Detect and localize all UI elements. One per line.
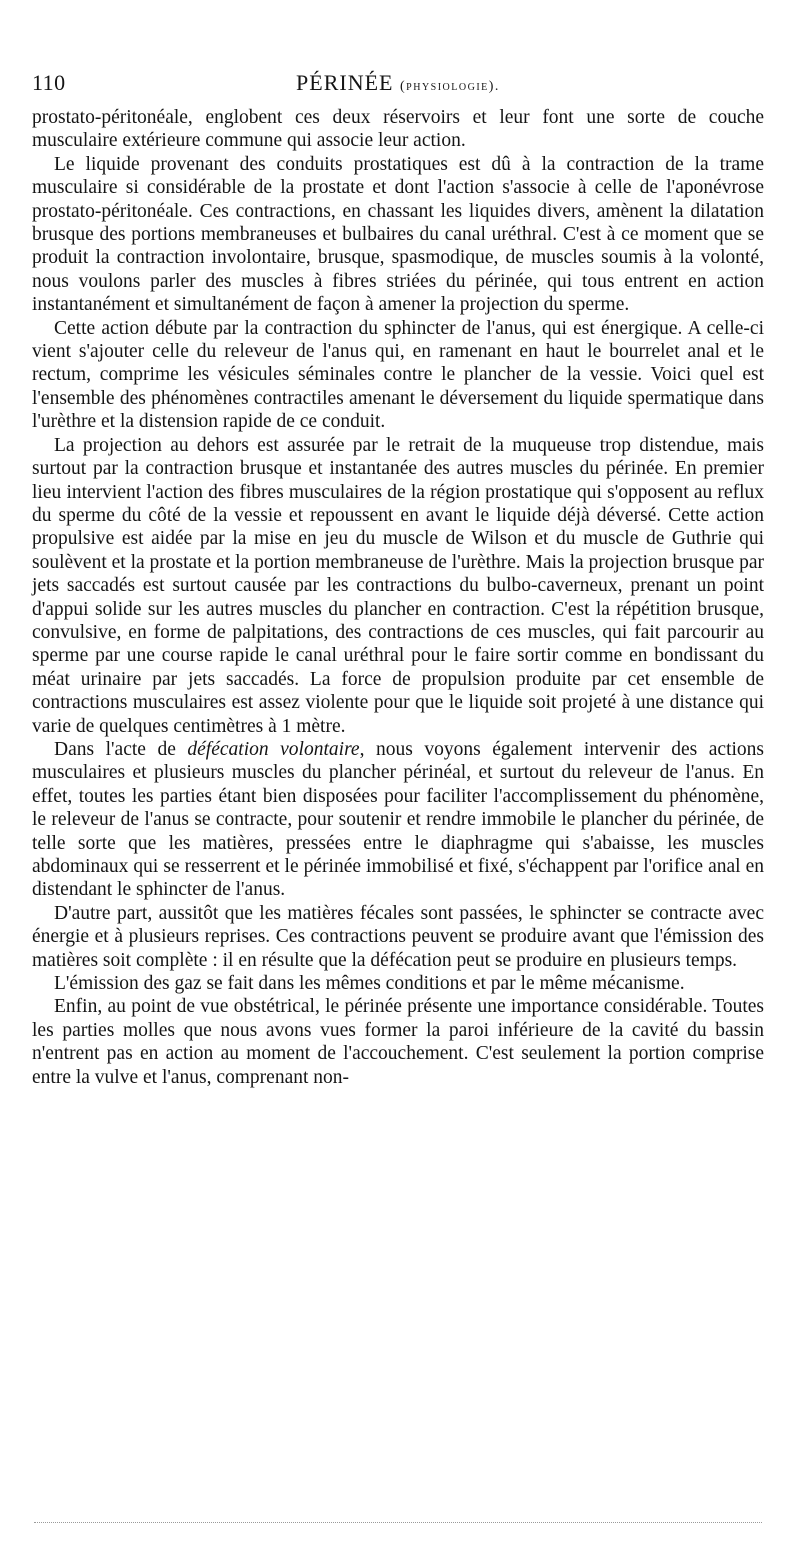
page-number: 110 bbox=[32, 70, 66, 95]
running-title-subtitle: (physiologie). bbox=[400, 79, 500, 94]
paragraph-6: D'autre part, aussitôt que les matières fécales sont passées, le sphincter se contracte avec énergie et à plusieurs reprises. Ces contractions peuvent se produire avant que l'émission des matières soit complète : il en résulte que la défécation peut se produire en plusieurs temps. bbox=[32, 902, 764, 971]
paragraph-7: L'émission des gaz se fait dans les mêmes conditions et par le même mécanisme. bbox=[54, 973, 685, 995]
paragraph-3: Cette action débute par la contraction du sphincter de l'anus, qui est énergique. A celle-ci vient s'ajouter celle du releveur de l'anus qui, en ramenant en haut le bourrelet anal et le rectum, comprime les vésicules séminales contre le plancher de la vessie. Voici quel est l'ensemble des phénomènes contractiles amenant le déversement du liquide spermatique dans l'urèthre et la distension rapide de ce conduit. bbox=[32, 317, 764, 433]
paragraph-4: La projection au dehors est assurée par le retrait de la muqueuse trop distendue, mais surtout par la contraction brusque et instantanée des autres muscles du périnée. En premier lieu intervient l'action des fibres musculaires de la région prostatique qui s'opposent au reflux du sperme du côté de la vessie et repoussent en avant le liquide déjà déversé. Cette action propulsive est aidée par la mise en jeu du muscle de Wilson et du muscle de Guthrie qui soulèvent et la prostate et la portion membraneuse de l'urèthre. Mais la projection brusque par jets saccadés est surtout causée par les contractions du bulbo-caverneux, prenant un point d'appui solide sur les autres muscles du plancher en contraction. C'est la répétition brusque, convulsive, en forme de palpitations, des contractions de ces muscles, qui fait parcourir au sperme par une course rapide le canal uréthral pour le faire sortir comme en bondissant du méat urinaire par jets saccadés. La force de propulsion produite par cet ensemble de contractions musculaires est assez violente pour que le liquide soit projeté à une distance qui varie de quelques centimètres à 1 mètre. bbox=[32, 434, 764, 737]
paragraph-2: Le liquide provenant des conduits prostatiques est dû à la contraction de la trame musculaire si considérable de la prostate et dont l'action s'associe à celle de l'aponévrose prostato-péritonéale. Ces contractions, en chassant les liquides divers, amènent la dilatation brusque des portions membraneuses et bulbaires du canal uréthral. C'est à ce moment que se produit la contraction involontaire, brusque, spasmodique, de muscles soumis à la volonté, nous voulons parler des muscles à fibres striées du périnée, qui tous entrent en action instantanément et simultanément de façon à amener la projection du sperme. bbox=[32, 153, 764, 316]
paragraph-5 bbox=[32, 738, 764, 902]
paragraph-5-rest: , nous voyons également intervenir des actions musculaires et plusieurs muscles du plancher périnéal, et surtout du releveur de l'anus. En effet, toutes les parties étant bien disposées pour faciliter l'accomplissement du phénomène, le releveur de l'anus se contracte, pour soutenir et rendre immobile le plancher du périnée, de telle sorte que les matières, pressées entre le diaphragme qui s'abaisse, les muscles abdominaux qui se resserrent et le périnée immobilisé et fixé, s'échappent par l'orifice anal en distendant le sphincter de l'anus. bbox=[32, 738, 764, 901]
book-page bbox=[32, 64, 764, 1089]
running-title-main: PÉRINÉE bbox=[296, 70, 394, 95]
running-title bbox=[32, 70, 764, 96]
running-head bbox=[32, 64, 764, 98]
paragraph-5-lead: Dans l'acte de bbox=[54, 738, 188, 760]
emphasis-defecation-volontaire: défécation volontaire bbox=[187, 738, 360, 760]
footer-dotted-rule bbox=[34, 1522, 762, 1523]
body-text bbox=[32, 106, 764, 1089]
paragraph-8: Enfin, au point de vue obstétrical, le périnée présente une importance considérable. Toutes les parties molles que nous avons vues former la paroi inférieure de la cavité du bassin n'entrent pas en action au moment de l'accouchement. C'est seulement la portion comprise entre la vulve et l'anus, comprenant non- bbox=[32, 996, 764, 1088]
paragraph-1: prostato-péritonéale, englobent ces deux réservoirs et leur font une sorte de couche musculaire extérieure commune qui associe leur action. bbox=[32, 107, 764, 152]
